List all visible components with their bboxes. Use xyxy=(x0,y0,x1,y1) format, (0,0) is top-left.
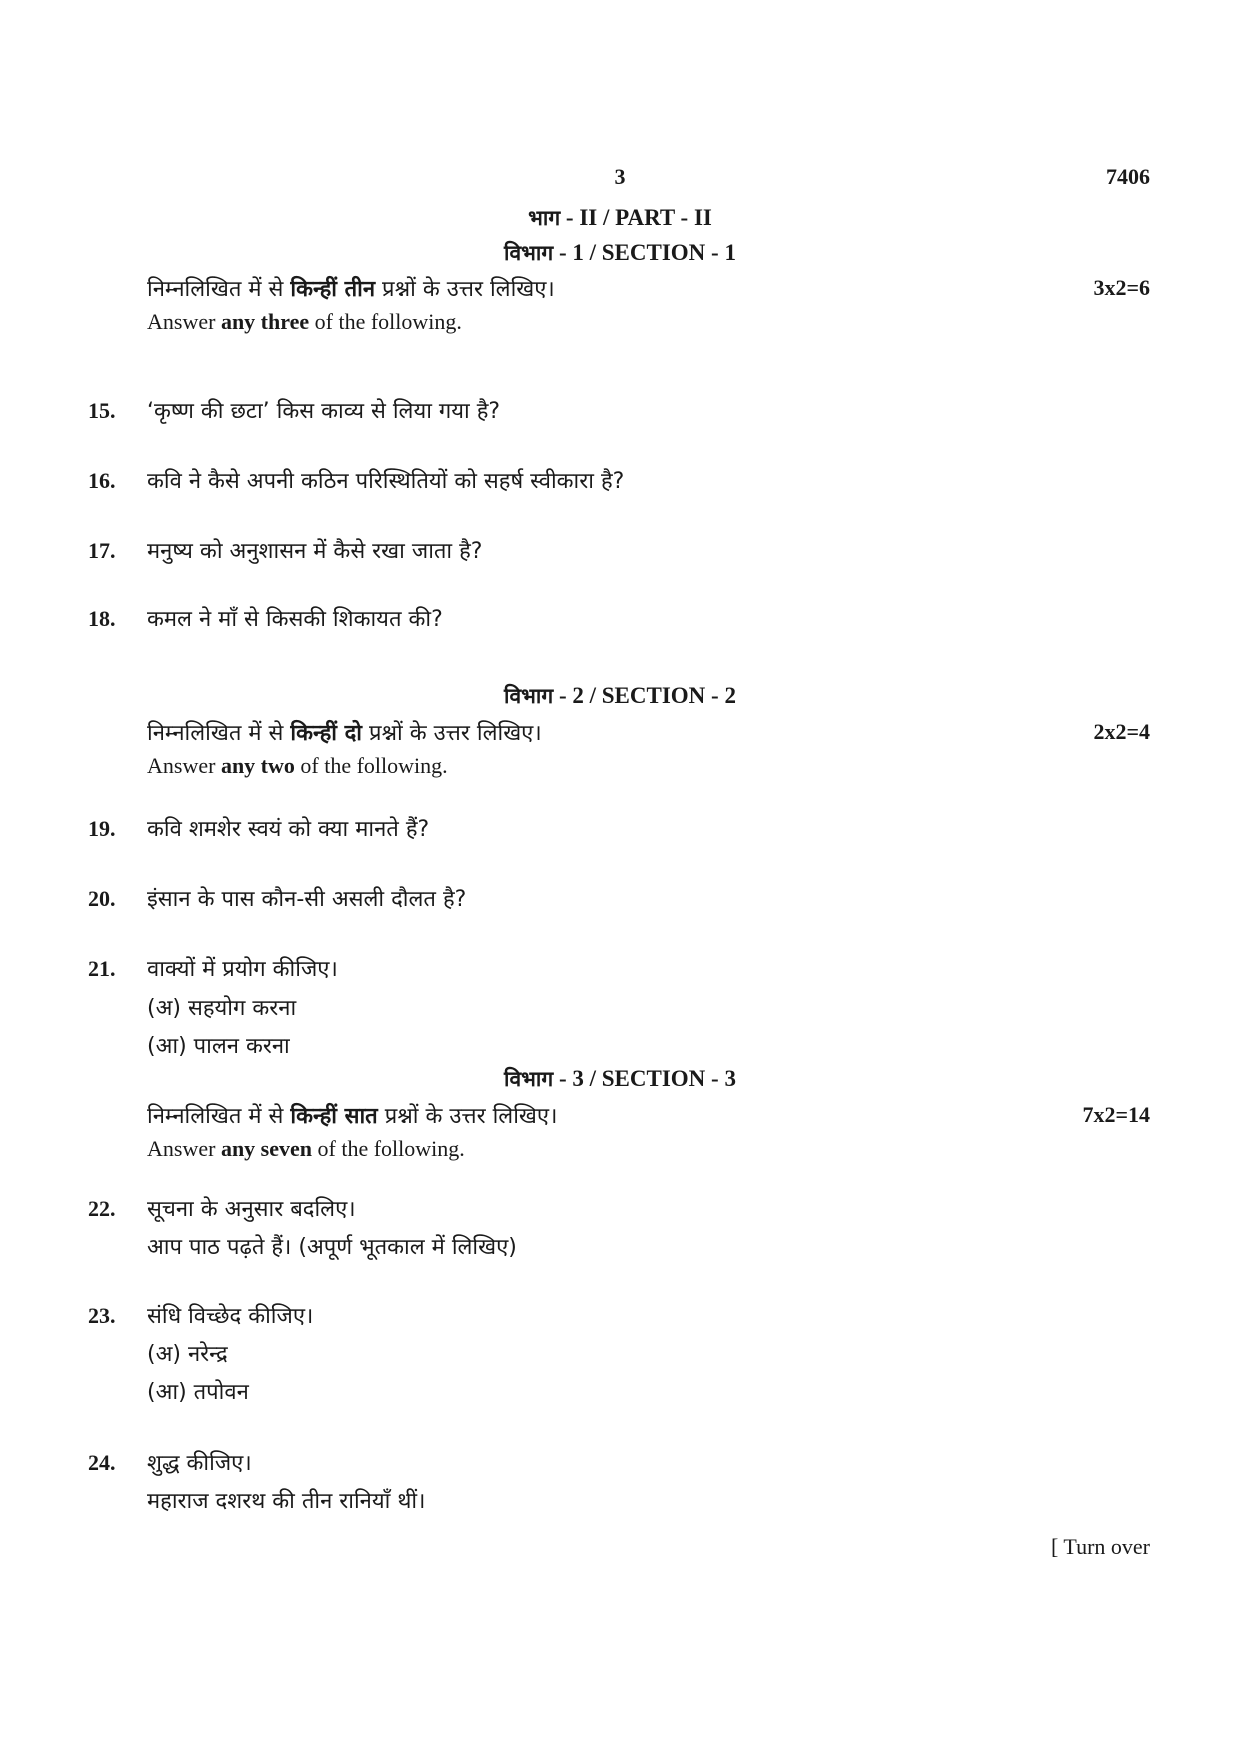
question-16-text: कवि ने कैसे अपनी कठिन परिस्थितियों को सहर्ष स्वीकारा है? xyxy=(147,469,625,494)
instr-en-post: of the following. xyxy=(294,753,448,778)
question-19-number: 19. xyxy=(88,816,116,841)
instr-en-bold: any three xyxy=(220,309,310,334)
question-24-line2: महाराज दशरथ की तीन रानियाँ थीं। xyxy=(147,1489,426,1514)
question-18-text: कमल ने माँ से किसकी शिकायत की? xyxy=(147,607,443,632)
question-20-number: 20. xyxy=(88,886,116,911)
question-23-option-a: (अ) नरेन्द्र xyxy=(147,1342,228,1367)
instr-hi-bold: किन्हीं तीन xyxy=(290,277,376,302)
section-3-marks: 7x2=14 xyxy=(1082,1102,1150,1127)
question-21-number: 21. xyxy=(88,956,116,981)
question-16-number: 16. xyxy=(88,468,116,493)
section-2-instruction-hi xyxy=(147,717,542,747)
question-22-line2: आप पाठ पढ़ते हैं। (अपूर्ण भूतकाल में लिखिए) xyxy=(147,1235,517,1260)
question-18-number: 18. xyxy=(88,606,116,631)
instr-en-pre: Answer xyxy=(147,753,221,778)
section-2-heading-dash: - xyxy=(553,683,573,708)
question-21-text: वाक्यों में प्रयोग कीजिए। xyxy=(147,957,338,982)
question-20-text: इंसान के पास कौन-सी असली दौलत है? xyxy=(147,887,467,912)
section-1-heading-en: 1 / SECTION - 1 xyxy=(572,240,736,265)
instr-hi-post: प्रश्नों के उत्तर लिखिए। xyxy=(377,1104,558,1129)
section-2-marks: 2x2=4 xyxy=(1093,719,1150,744)
instr-en-bold: any two xyxy=(220,753,295,778)
section-1-heading-dash: - xyxy=(553,240,573,265)
instr-hi-pre: निम्नलिखित में से xyxy=(147,1104,291,1129)
section-1-instruction-hi xyxy=(147,273,555,303)
question-19-text: कवि शमशेर स्वयं को क्या मानते हैं? xyxy=(147,817,430,842)
paper-code: 7406 xyxy=(1106,164,1150,189)
section-1-marks: 3x2=6 xyxy=(1093,275,1150,300)
question-23-number: 23. xyxy=(88,1303,116,1328)
question-21-option-b: (आ) पालन करना xyxy=(147,1034,290,1059)
instr-hi-post: प्रश्नों के उत्तर लिखिए। xyxy=(361,721,542,746)
turn-over-note: [ Turn over xyxy=(1050,1534,1150,1559)
instr-en-bold: any seven xyxy=(220,1136,312,1161)
instr-hi-pre: निम्नलिखित में से xyxy=(147,721,291,746)
instr-hi-pre: निम्नलिखित में से xyxy=(147,277,291,302)
section-3-instruction-en xyxy=(147,1136,465,1162)
question-22-number: 22. xyxy=(88,1196,116,1221)
instr-en-pre: Answer xyxy=(147,309,221,334)
question-23-text: संधि विच्छेद कीजिए। xyxy=(147,1304,314,1329)
question-23-option-b: (आ) तपोवन xyxy=(147,1380,249,1405)
section-1-instruction-en xyxy=(147,309,462,335)
section-3-instruction-hi xyxy=(147,1100,557,1130)
question-17-text: मनुष्य को अनुशासन में कैसे रखा जाता है? xyxy=(147,539,483,564)
instr-en-post: of the following. xyxy=(312,1136,465,1161)
instr-en-pre: Answer xyxy=(147,1136,221,1161)
section-1-heading xyxy=(0,239,1240,267)
question-15-number: 15. xyxy=(88,398,116,423)
question-24-number: 24. xyxy=(88,1450,116,1475)
section-1-heading-hi: विभाग xyxy=(504,241,554,265)
question-21-option-a: (अ) सहयोग करना xyxy=(147,996,297,1021)
part-heading-en: II / PART - II xyxy=(579,205,712,230)
section-2-heading-hi: विभाग xyxy=(504,684,554,708)
section-3-heading xyxy=(0,1065,1240,1093)
section-3-heading-dash: - xyxy=(553,1066,573,1091)
question-24-text: शुद्ध कीजिए। xyxy=(147,1451,252,1476)
section-2-heading-en: 2 / SECTION - 2 xyxy=(572,683,736,708)
instr-en-post: of the following. xyxy=(309,309,462,334)
instr-hi-post: प्रश्नों के उत्तर लिखिए। xyxy=(375,277,555,302)
section-3-heading-en: 3 / SECTION - 3 xyxy=(572,1066,736,1091)
page-number: 3 xyxy=(614,164,626,189)
part-heading-dash: - xyxy=(560,205,580,230)
question-17-number: 17. xyxy=(88,538,116,563)
section-3-heading-hi: विभाग xyxy=(504,1067,554,1091)
part-heading-hi: भाग xyxy=(528,206,561,230)
question-15-text: ‘कृष्ण की छटा’ किस काव्य से लिया गया है? xyxy=(147,399,501,424)
instr-hi-bold: किन्हीं सात xyxy=(290,1104,378,1129)
section-2-instruction-en xyxy=(147,753,448,779)
question-22-text: सूचना के अनुसार बदलिए। xyxy=(147,1197,356,1222)
section-2-heading xyxy=(0,682,1240,710)
instr-hi-bold: किन्हीं दो xyxy=(290,721,362,746)
part-heading xyxy=(0,204,1240,232)
